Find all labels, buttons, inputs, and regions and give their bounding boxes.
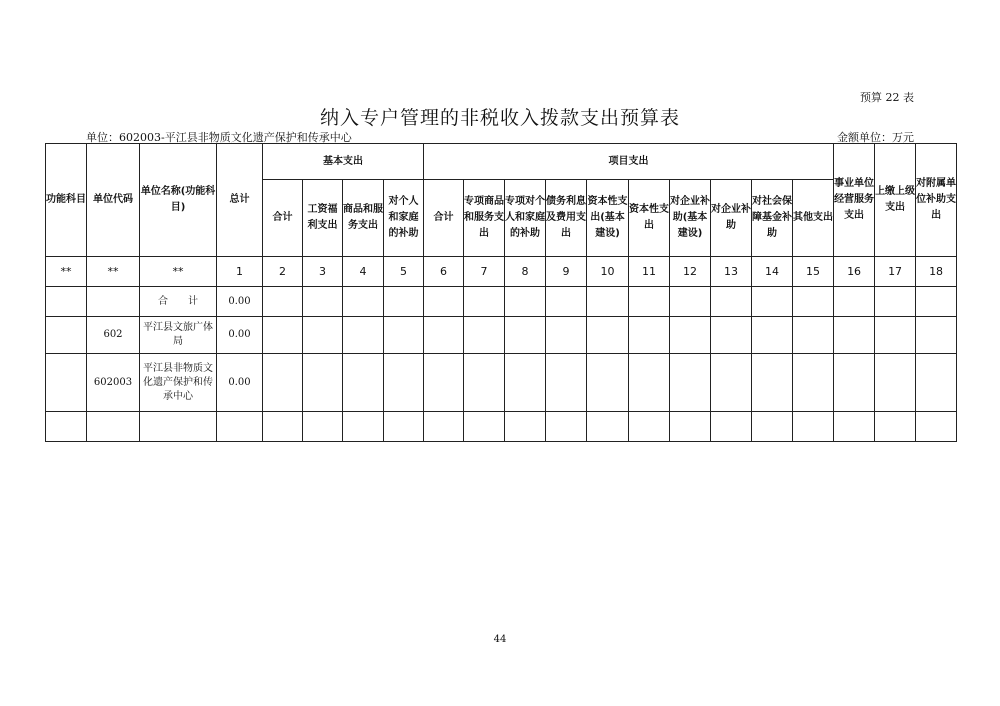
header-proj-sum: 合计 [424, 180, 464, 257]
code-cell: 602 [87, 317, 140, 354]
index-cell: 15 [793, 257, 834, 287]
header-unit-name: 单位名称(功能科目) [140, 144, 217, 257]
index-cell: ** [46, 257, 87, 287]
header-ent: 对企业补助 [711, 180, 752, 257]
index-cell: 17 [875, 257, 916, 287]
header-goods: 商品和服务支出 [343, 180, 384, 257]
name-cell: 平江县非物质文化遗产保护和传承中心 [140, 354, 217, 412]
header-ent-build: 对企业补助(基本建设) [670, 180, 711, 257]
index-cell: 5 [384, 257, 424, 287]
func-cell [46, 287, 87, 317]
header-upper: 上缴上级支出 [875, 144, 916, 257]
index-cell: 18 [916, 257, 957, 287]
code-cell [87, 287, 140, 317]
func-cell [46, 412, 87, 442]
table-row [46, 317, 957, 354]
index-cell: 11 [629, 257, 670, 287]
unit-label: 单位：602003-平江县非物质文化遗产保护和传承中心 [86, 131, 352, 144]
index-cell: ** [140, 257, 217, 287]
table-number-label: 预算 22 表 [860, 91, 914, 104]
header-salary: 工资福利支出 [303, 180, 343, 257]
index-cell: 12 [670, 257, 711, 287]
header-special-goods: 专项商品和服务支出 [464, 180, 505, 257]
header-func-subject: 功能科目 [46, 144, 87, 257]
index-cell: 7 [464, 257, 505, 287]
header-affiliate: 对附属单位补助支出 [916, 144, 957, 257]
index-cell: 14 [752, 257, 793, 287]
index-cell: 3 [303, 257, 343, 287]
index-cell: 1 [217, 257, 263, 287]
header-unit-code: 单位代码 [87, 144, 140, 257]
table-row [46, 287, 957, 317]
name-cell [140, 412, 217, 442]
header-personal: 对个人和家庭的补助 [384, 180, 424, 257]
func-cell [46, 317, 87, 354]
budget-table [45, 143, 957, 442]
header-debt: 债务利息及费用支出 [546, 180, 587, 257]
header-capital-build: 资本性支出(基本建设) [587, 180, 629, 257]
header-special-personal: 专项对个人和家庭的补助 [505, 180, 546, 257]
page-title: 纳入专户管理的非税收入拨款支出预算表 [319, 107, 680, 129]
index-cell: 6 [424, 257, 464, 287]
header-total: 总计 [217, 144, 263, 257]
func-cell [46, 354, 87, 412]
header-basic: 基本支出 [263, 144, 424, 180]
header-project: 项目支出 [424, 144, 834, 180]
page-number: 44 [493, 634, 507, 645]
index-cell: 13 [711, 257, 752, 287]
index-cell: 2 [263, 257, 303, 287]
name-cell: 平江县文旅广体局 [140, 317, 217, 354]
total-cell: 0.00 [217, 317, 263, 354]
index-cell: 10 [587, 257, 629, 287]
total-cell [217, 412, 263, 442]
header-social: 对社会保障基金补助 [752, 180, 793, 257]
total-cell: 0.00 [217, 287, 263, 317]
table-row [46, 354, 957, 412]
header-service: 事业单位经营服务支出 [834, 144, 875, 257]
index-cell: 16 [834, 257, 875, 287]
index-cell: 9 [546, 257, 587, 287]
index-row [46, 257, 957, 287]
amount-unit-label: 金额单位：万元 [837, 131, 914, 144]
header-capital: 资本性支出 [629, 180, 670, 257]
header-other: 其他支出 [793, 180, 834, 257]
header-basic-sum: 合计 [263, 180, 303, 257]
total-cell: 0.00 [217, 354, 263, 412]
code-cell [87, 412, 140, 442]
code-cell: 602003 [87, 354, 140, 412]
index-cell: 8 [505, 257, 546, 287]
index-cell: 4 [343, 257, 384, 287]
name-cell: 合 计 [140, 287, 217, 317]
table-row [46, 412, 957, 442]
index-cell: ** [87, 257, 140, 287]
